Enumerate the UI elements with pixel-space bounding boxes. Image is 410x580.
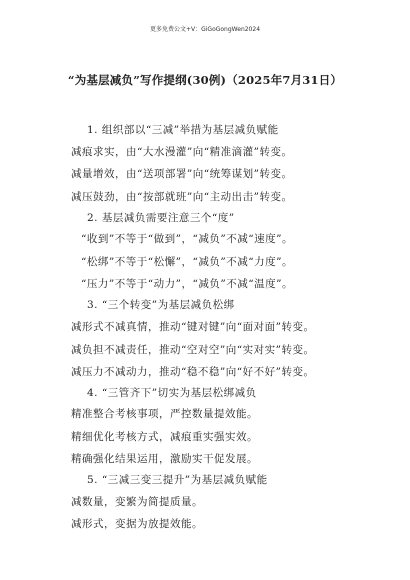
section-heading: 4. “三管齐下”切实为基层松绑减负 (87, 387, 257, 399)
section-heading: 3. “三个转变”为基层减负松绑 (87, 299, 235, 311)
paragraph-line: “松绑”不等于“松懈”，“减负”不减“力度”。 (81, 256, 293, 268)
paragraph-line: 减痕求实，由“大水漫灌”向“精准滴灌”转变。 (71, 146, 293, 158)
paragraph-line: 精确强化结果运用，激励实干促发展。 (71, 453, 258, 465)
document-title: “为基层减负”写作提纲(30例)（2025年7月31日） (67, 73, 343, 87)
paragraph-line: 减压鼓劲，由“按部就班”向“主动出击”转变。 (71, 191, 293, 203)
paragraph-line: “压力”不等于“动力”，“减负”不减“温度”。 (81, 278, 293, 290)
section-heading: 1. 组织部以“三减”举措为基层减负赋能 (87, 124, 279, 136)
paragraph-line: 精准整合考核事项，严控数量提效能。 (71, 408, 258, 420)
paragraph-line: 减形式，变据为放提效能。 (71, 518, 203, 530)
page-header-note: 更多免费公文+V：GiGoGongWen2024 (149, 26, 261, 33)
paragraph-line: 减数量，变繁为简提质量。 (71, 496, 203, 508)
paragraph-line: “收到”不等于“做到”，“减负”不减“速度”。 (81, 233, 293, 245)
section-heading: 2. 基层减负需要注意三个“度” (87, 212, 235, 224)
section-heading: 5. “三减三变三提升”为基层减负赋能 (87, 474, 268, 486)
paragraph-line: 减形式不减真情，推动“键对键”向“面对面”转变。 (71, 321, 315, 333)
paragraph-line: 精细优化考核方式，减痕重实强实效。 (71, 431, 258, 443)
paragraph-line: 减负担不减责任，推动“空对空”向“实对实”转变。 (71, 344, 315, 356)
paragraph-line: 减量增效，由“送项部署”向“统筹谋划”转变。 (71, 168, 293, 180)
paragraph-line: 减压力不减动力，推动“稳不稳”向“好不好”转变。 (71, 366, 315, 378)
